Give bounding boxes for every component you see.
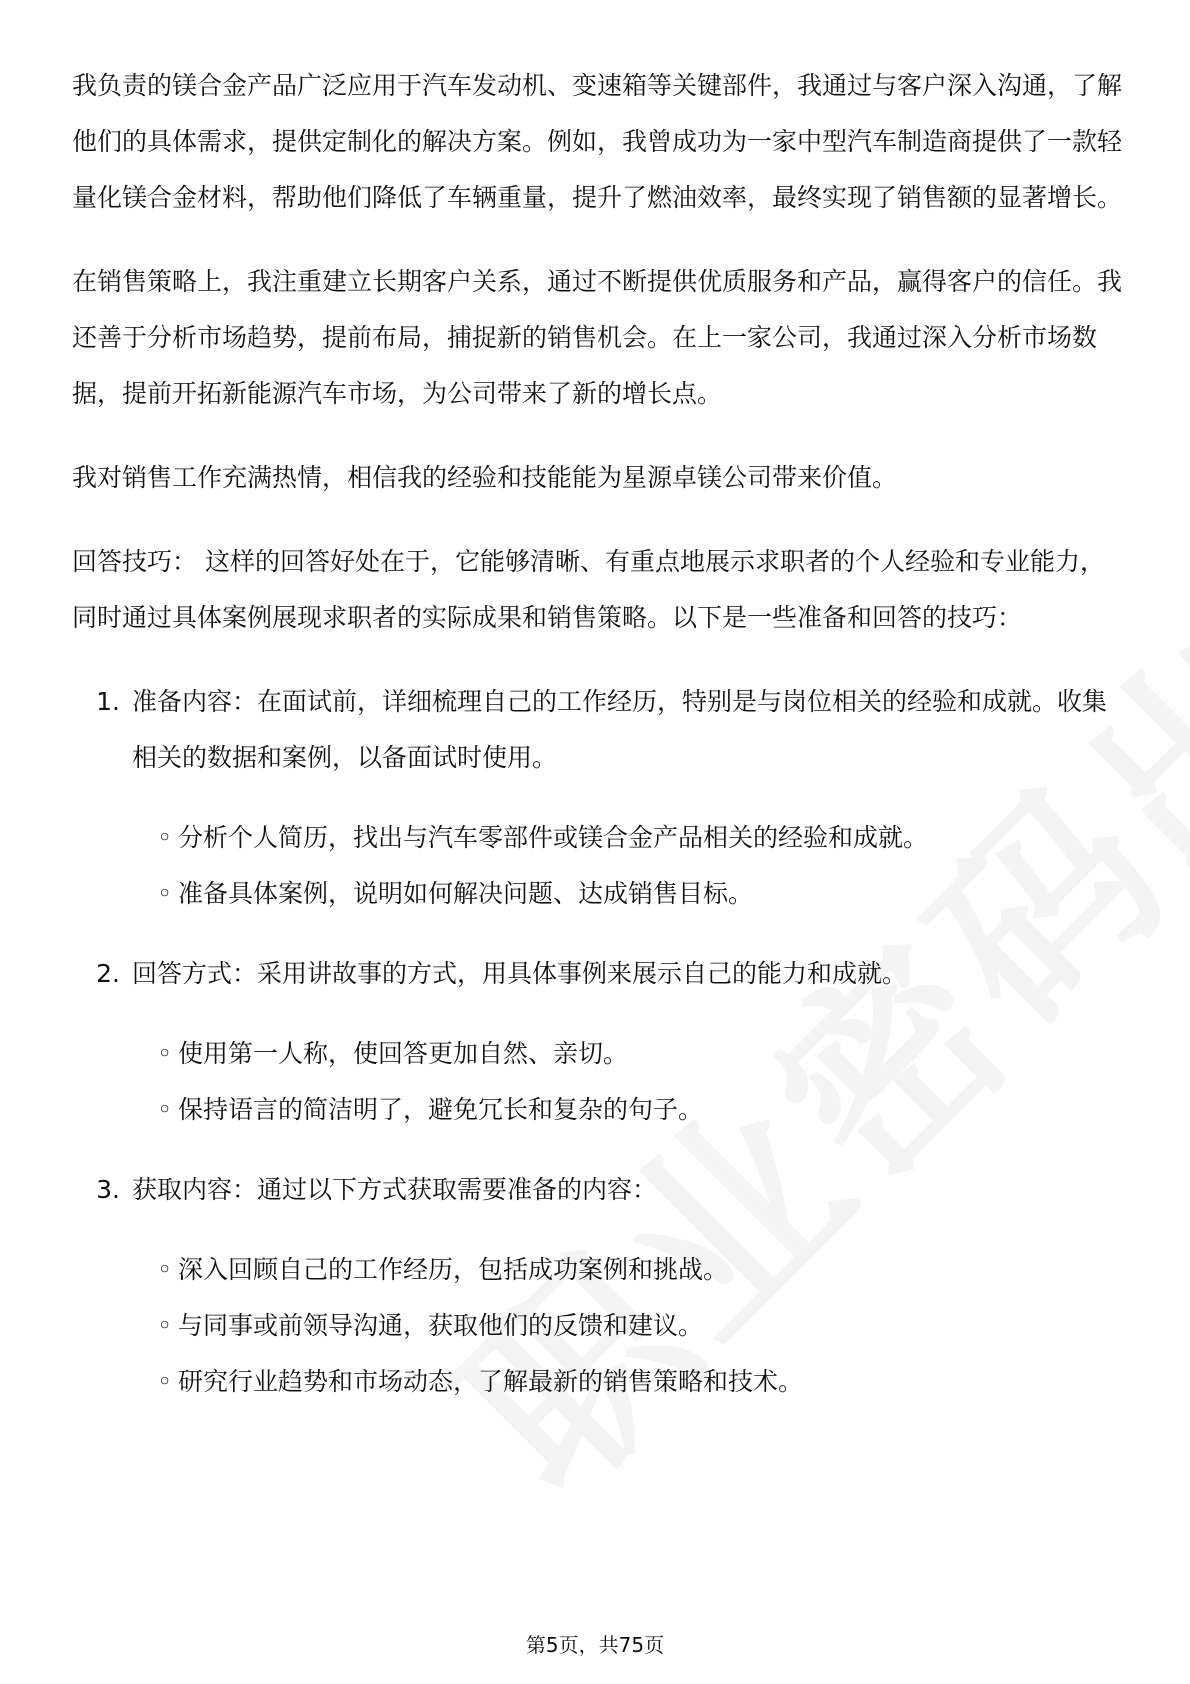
sub-list-item-text: 使用第一人称，使回答更加自然、亲切。 [178, 1039, 629, 1068]
list-item-text: 获取内容：通过以下方式获取需要准备的内容： [132, 1175, 658, 1204]
sub-list-item-text: 分析个人简历，找出与汽车零部件或镁合金产品相关的经验和成就。 [178, 823, 929, 852]
page-footer: 第5页，共75页 [525, 1633, 665, 1657]
list-item-text: 准备内容：在面试前，详细梳理自己的工作经历，特别是与岗位相关的经验和成就。收集相关的数据和案例，以备面试时使用。 [132, 687, 1108, 772]
document-body [72, 58, 1122, 1410]
sub-list-item-text: 准备具体案例，说明如何解决问题、达成销售目标。 [178, 879, 754, 908]
bullet-icon: ◦ [157, 823, 172, 852]
sub-list-item [72, 810, 1122, 866]
sub-list-item-text: 研究行业趋势和市场动态，了解最新的销售策略和技术。 [178, 1367, 804, 1396]
list-item-text: 回答方式：采用讲故事的方式，用具体事例来展示自己的能力和成就。 [132, 959, 908, 988]
bullet-icon: ◦ [157, 879, 172, 908]
list-number: 3. [96, 1175, 120, 1204]
sub-list-item-text: 深入回顾自己的工作经历，包括成功案例和挑战。 [178, 1255, 729, 1284]
sub-list-item [72, 1082, 1122, 1138]
bullet-icon: ◦ [157, 1255, 172, 1284]
sub-list-item [72, 866, 1122, 922]
sub-list-item [72, 1298, 1122, 1354]
sub-list-item-text: 与同事或前领导沟通，获取他们的反馈和建议。 [178, 1311, 704, 1340]
bullet-icon: ◦ [157, 1367, 172, 1396]
paragraph-answer-tips: 回答技巧： 这样的回答好处在于，它能够清晰、有重点地展示求职者的个人经验和专业能力，同时通过具体案例展现求职者的实际成果和销售策略。以下是一些准备和回答的技巧： [72, 547, 1105, 632]
paragraph-passion: 我对销售工作充满热情，相信我的经验和技能能为星源卓镁公司带来价值。 [72, 463, 898, 492]
sub-list-item [72, 1242, 1122, 1298]
sub-list-item-text: 保持语言的简洁明了，避免冗长和复杂的句子。 [178, 1095, 704, 1124]
tips-list [72, 674, 1122, 1410]
bullet-icon: ◦ [157, 1311, 172, 1340]
list-item [72, 674, 1122, 786]
bullet-icon: ◦ [157, 1095, 172, 1124]
list-number: 1. [96, 687, 120, 716]
list-number: 2. [96, 959, 120, 988]
list-item [72, 946, 1122, 1002]
sub-list-item [72, 1026, 1122, 1082]
bullet-icon: ◦ [157, 1039, 172, 1068]
paragraph-experience: 我负责的镁合金产品广泛应用于汽车发动机、变速箱等关键部件，我通过与客户深入沟通，了解他们的具体需求，提供定制化的解决方案。例如，我曾成功为一家中型汽车制造商提供了一款轻量化镁合金材料，帮助他们降低了车辆重量，提升了燃油效率，最终实现了销售额的显著增长。 [72, 71, 1123, 212]
sub-list-item [72, 1354, 1122, 1410]
list-item [72, 1162, 1122, 1218]
paragraph-strategy: 在销售策略上，我注重建立长期客户关系，通过不断提供优质服务和产品，赢得客户的信任。我还善于分析市场趋势，提前布局，捕捉新的销售机会。在上一家公司，我通过深入分析市场数据，提前开拓新能源汽车市场，为公司带来了新的增长点。 [72, 267, 1123, 408]
